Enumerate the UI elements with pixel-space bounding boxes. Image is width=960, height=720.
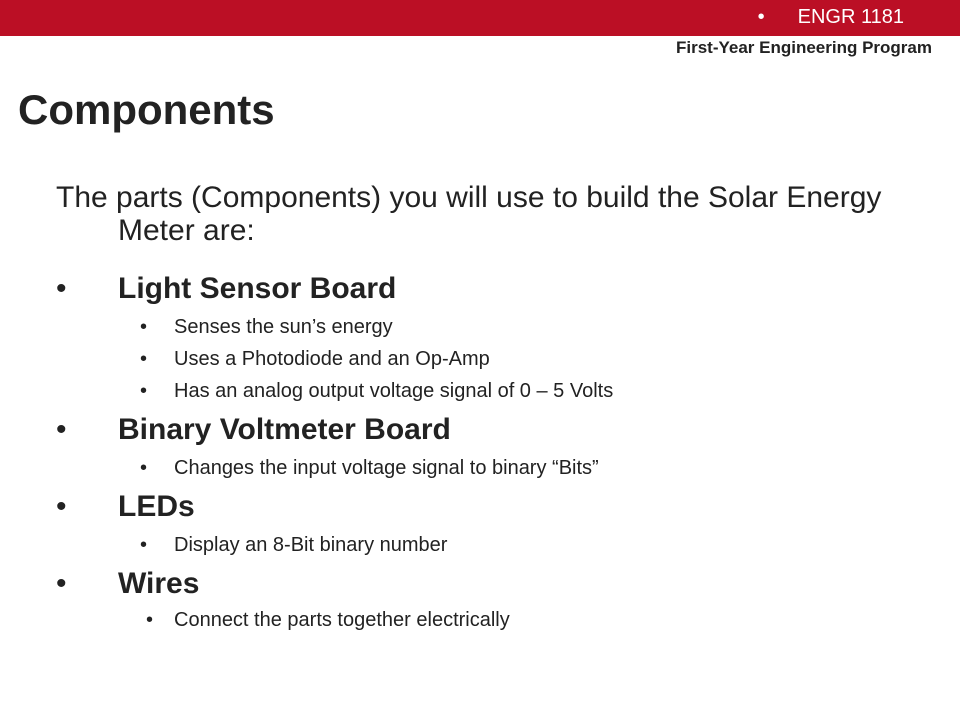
sub-bullet: • bbox=[140, 457, 148, 479]
item-label: Binary Voltmeter Board bbox=[118, 413, 451, 446]
sub-bullet: • bbox=[140, 380, 148, 402]
intro-text: The parts (Components) you will use to build the Solar Energy Meter are: bbox=[56, 181, 882, 247]
sub-item-label: Senses the sun’s energy bbox=[174, 316, 393, 338]
sub-bullet: • bbox=[146, 609, 154, 631]
course-code-label: ENGR 1181 bbox=[797, 6, 904, 28]
sub-bullet: • bbox=[140, 348, 148, 370]
item-label: Light Sensor Board bbox=[118, 272, 397, 305]
bullet: • bbox=[56, 490, 67, 523]
sub-item-label: Display an 8-Bit binary number bbox=[174, 534, 448, 556]
sub-item-label: Has an analog output voltage signal of 0 – 5 Volts bbox=[174, 380, 614, 402]
sub-bullet: • bbox=[140, 534, 148, 556]
course-bullet: • bbox=[757, 6, 765, 28]
program-name: First-Year Engineering Program bbox=[675, 38, 932, 57]
sub-item-label: Connect the parts together electrically bbox=[174, 609, 510, 631]
item-label: LEDs bbox=[118, 490, 195, 523]
bullet: • bbox=[56, 272, 67, 305]
sub-item-label: Uses a Photodiode and an Op-Amp bbox=[174, 348, 490, 370]
course-code bbox=[757, 6, 904, 29]
header-bar bbox=[0, 0, 960, 36]
bullet: • bbox=[56, 567, 67, 600]
slide-title: Components bbox=[18, 86, 275, 133]
item-label: Wires bbox=[118, 567, 200, 600]
sub-bullet: • bbox=[140, 316, 148, 338]
bullet: • bbox=[56, 413, 67, 446]
sub-item-label: Changes the input voltage signal to binary “Bits” bbox=[174, 457, 599, 479]
